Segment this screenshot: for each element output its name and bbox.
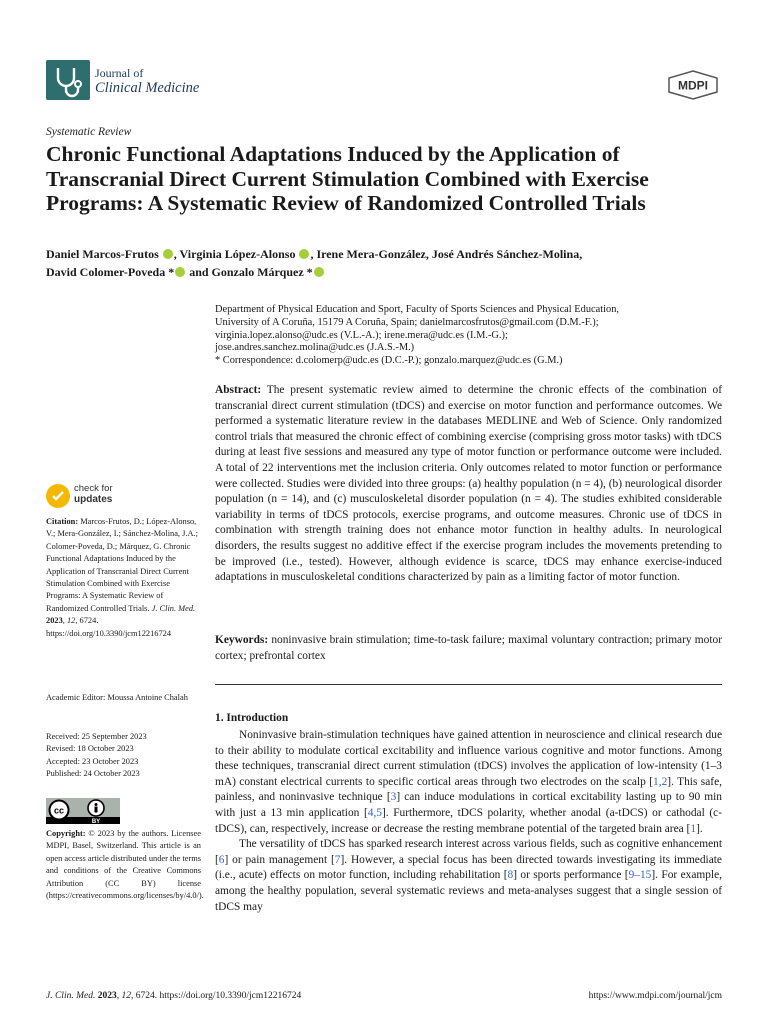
paragraph: Noninvasive brain-stimulation techniques have gained attention in neuroscience and clinical research due to their ability to modulate cortical excitability and influence various cognitive and motor functions. Among these techniques, transcranial direct current stimulation (tDCS) involves the application of low-intensity (1–3 mA) constant electrical currents to specific cortical areas through two electrodes on the scalp [1,2]. This safe, painless, and noninvasive technique [3] can induce modulations in cortical excitability lasting up to 90 min with just a 13 min application [4,5]. Furthermore, tDCS polarity, whether anodal (a-tDCS) or cathodal (c-tDCS), can, respectively, increase or decrease the resting membrane potential of the targeted brain area [1].: [215, 729, 723, 835]
reference-link[interactable]: 1,2: [653, 775, 668, 788]
article-title: Chronic Functional Adaptations Induced by the Application of Transcranial Direct Current Stimulation Combined with Exercise Programs: A Systematic Review of Randomized Controlled Trials: [46, 142, 649, 215]
keywords-label: Keywords:: [215, 634, 269, 646]
revised-date: Revised: 18 October 2023: [46, 744, 134, 754]
reference-link[interactable]: 1: [690, 822, 697, 835]
affiliation-line: jose.andres.sanchez.molina@udc.es (J.A.S.-M.): [215, 342, 415, 354]
cc-by-license-badge[interactable]: [46, 798, 120, 824]
introduction-body: [215, 728, 722, 915]
affiliation-line: Department of Physical Education and Sport, Faculty of Sports Sciences and Physical Education,: [215, 304, 619, 315]
publication-dates: [46, 731, 201, 781]
footer-journal-url[interactable]: https://www.mdpi.com/journal/jcm: [588, 991, 722, 1001]
orcid-icon[interactable]: [175, 267, 185, 277]
check-updates-icon: [46, 484, 70, 508]
affiliations: [215, 304, 735, 368]
by-label: BY: [91, 819, 101, 824]
check-for-label: check for: [74, 483, 113, 494]
publisher-name: MDPI: [678, 78, 708, 93]
paragraph: The versatility of tDCS has sparked research interest across various fields, such as cognitive enhancement [6] or pain management [7]. However, a special focus has been directed towards investigating its immediate (i.e., acute) effects on motor function, including rehabilitation [8] or sports performance [9–15]. For example, among the healthy population, several systematic reviews and meta-analyses suggest that a single session of tDCS may: [215, 838, 723, 913]
section-heading-introduction: 1. Introduction: [215, 712, 289, 724]
reference-link[interactable]: 8: [507, 869, 514, 882]
citation-label: Citation:: [46, 517, 79, 526]
check-for-updates-button[interactable]: [46, 484, 126, 510]
affiliation-line: University of A Coruña, 15179 A Coruña, Spain; danielmarcosfrutos@gmail.com (D.M.-F.);: [215, 316, 599, 328]
author-6: and Gonzalo Márquez *: [186, 265, 313, 279]
affiliation-line: virginia.lopez.alonso@udc.es (V.L.-A.); irene.mera@udc.es (I.M.-G.);: [215, 329, 508, 341]
cc-icon: cc: [53, 805, 65, 816]
orcid-icon[interactable]: [299, 249, 309, 259]
section-divider: [215, 684, 722, 685]
abstract-text: The present systematic review aimed to determine the chronic effects of the combination of transcranial direct current stimulation (tDCS) and exercise on motor function and performance outcomes. We performed a systematic literature review in the databases MEDLINE and Web of Science. Only randomized control trials that measured the chronic effect of combining exercise (comprising gross motor tasks) with tDCS during at least five sessions and measured any type of motor function or performance outcome were included. A total of 22 interventions met the inclusion criteria. Only outcomes related to motor function or performance were collected. Studies were divided into three groups: (a) healthy population (n = 4), (b) neurological disorder population (n = 14), and (c) musculoskeletal disorder population (n = 4). The studies exhibited considerable variability in terms of tDCS protocols, exercise programs, and outcome measures. Chronic use of tDCS in combination with strength training does not enhance motor function in healthy adults. In neurological disorders, the results suggest no additive effect if the exercise program includes the movements pretending to be improved (i.e., tested). However, although evidence is scarce, tDCS may enhance exercise-induced adaptations in musculoskeletal conditions characterized by pain as a limiting factor of motor function.: [215, 384, 722, 584]
copyright-notice: Copyright: © 2023 by the authors. Licensee MDPI, Basel, Switzerland. This article is an open access article distributed under the terms and conditions of the Creative Commons Attribution (CC BY) license (https://creativecommons.org/licenses/by/4.0/).: [46, 829, 204, 901]
correspondence-line: * Correspondence: d.colomerp@udc.es (D.C.-P.); gonzalo.marquez@udc.es (G.M.): [215, 355, 563, 367]
orcid-icon[interactable]: [163, 249, 173, 259]
journal-name-line2: Clinical Medicine: [95, 80, 200, 96]
citation-doi[interactable]: , 6724. https://doi.org/10.3390/jcm12216724: [46, 616, 172, 638]
keywords: [215, 633, 722, 664]
abstract-label: Abstract:: [215, 384, 262, 396]
reference-link[interactable]: 9–15: [628, 869, 652, 882]
reference-link[interactable]: 6: [218, 853, 225, 866]
footer-citation: J. Clin. Med. 2023, 12, 6724. https://doi.org/10.3390/jcm12216724: [46, 991, 302, 1001]
copyright-label: Copyright:: [46, 829, 86, 838]
journal-name-line1: Journal of: [95, 66, 144, 80]
authors-3-4: , Irene Mera-González, José Andrés Sánchez-Molina,: [310, 247, 583, 261]
updates-label: updates: [74, 493, 113, 505]
accepted-date: Accepted: 23 October 2023: [46, 756, 139, 766]
academic-editor: Academic Editor: Moussa Antoine Chalah: [46, 693, 188, 702]
journal-name: [95, 66, 199, 97]
author-1: Daniel Marcos-Frutos: [46, 247, 159, 261]
received-date: Received: 25 September 2023: [46, 732, 147, 741]
footer-doi-link[interactable]: , 6724. https://doi.org/10.3390/jcm12216724: [130, 991, 302, 1001]
author-list: [46, 245, 736, 281]
reference-link[interactable]: 7: [334, 853, 341, 866]
author-2: , Virginia López-Alonso: [173, 247, 296, 261]
journal-logo: [46, 60, 90, 100]
abstract: [215, 383, 722, 586]
mdpi-logo: [667, 70, 719, 100]
citation-block: Citation: Marcos-Frutos, D.; López-Alonso, V.; Mera-González, I.; Sánchez-Molina, J.A.; Colomer-Poveda, D.; Márquez, G. Chronic Functional Adaptations Induced by the Application of Transcranial Direct Current Stimulation Combined with Exercise Programs: A Systematic Review of Randomized Controlled Trials. J. Clin. Med. 2023, 12, 6724. https://doi.org/10.3390/jcm12216724: [46, 517, 198, 638]
keywords-text: noninvasive brain stimulation; time-to-task failure; maximal voluntary contraction; primary motor cortex; prefrontal cortex: [215, 634, 722, 662]
published-date: Published: 24 October 2023: [46, 769, 140, 779]
author-5: David Colomer-Poveda *: [46, 265, 175, 279]
reference-link[interactable]: 3: [390, 791, 397, 804]
orcid-icon[interactable]: [314, 267, 324, 277]
reference-link[interactable]: 4,5: [367, 806, 382, 819]
article-type: Systematic Review: [46, 126, 132, 138]
